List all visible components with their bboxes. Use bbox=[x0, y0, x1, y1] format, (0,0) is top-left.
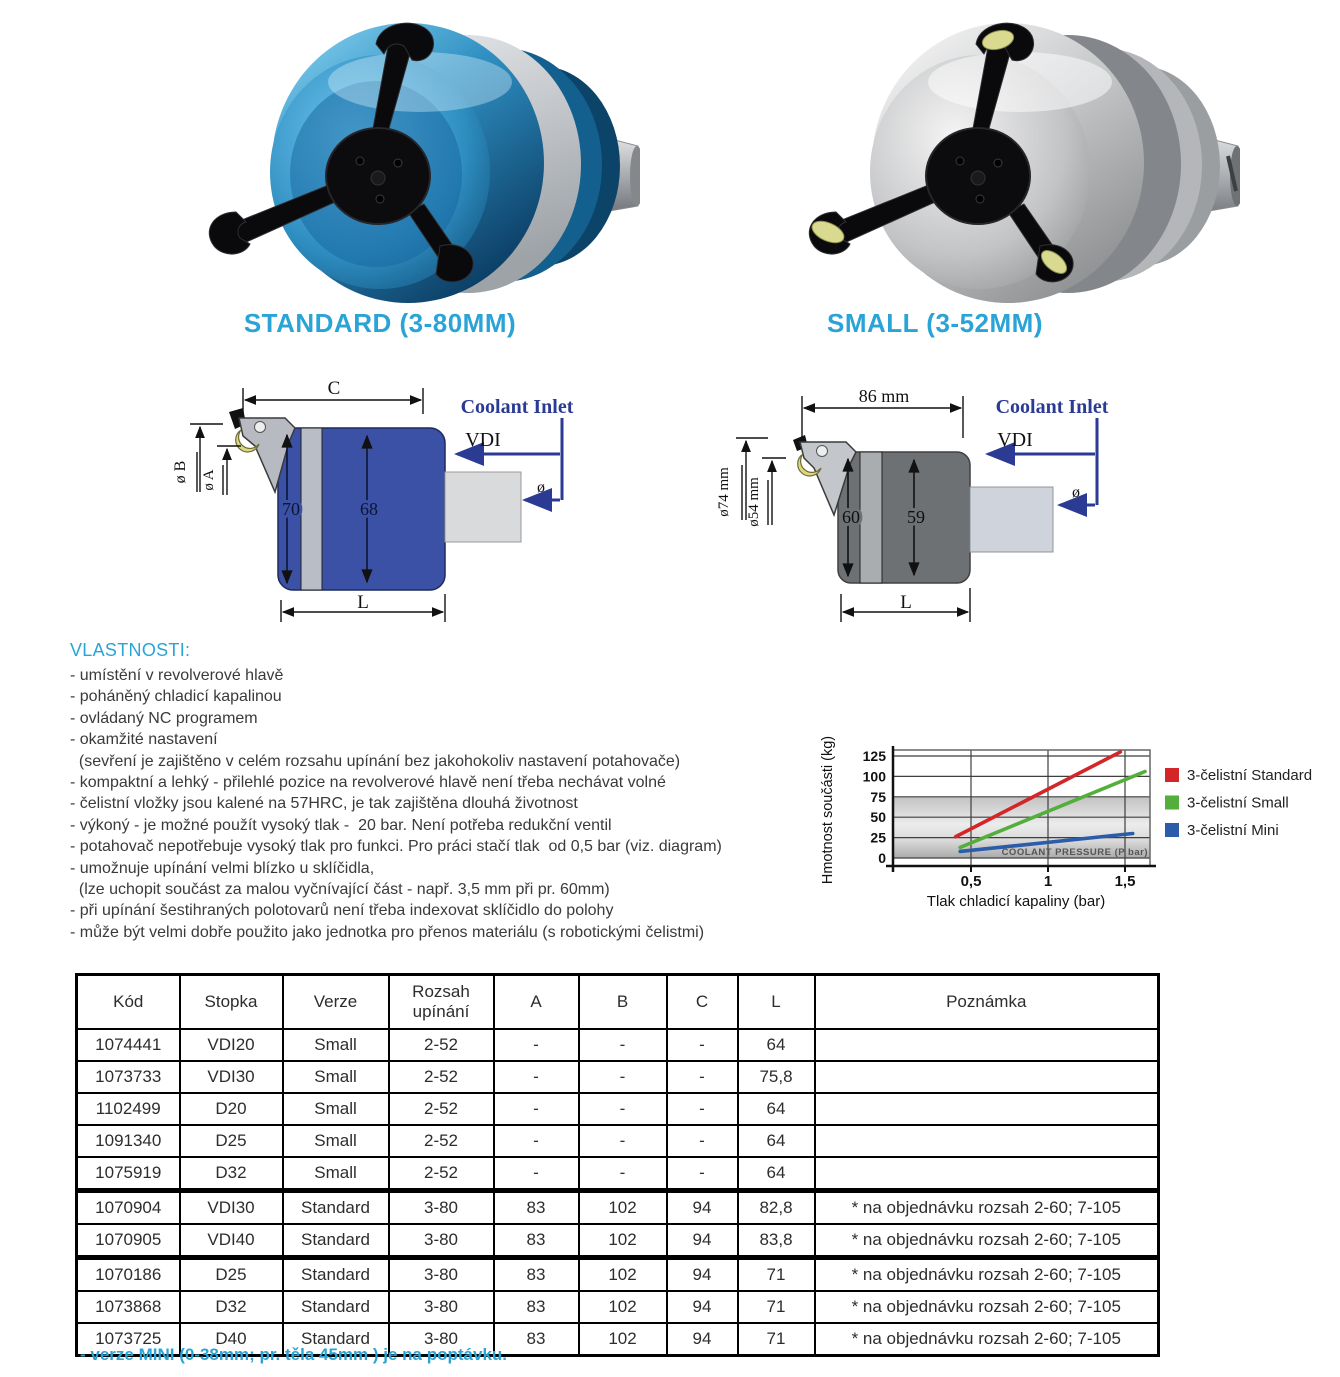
table-cell: Standard bbox=[283, 1323, 389, 1356]
table-cell bbox=[815, 1125, 1159, 1157]
table-cell: * na objednávku rozsah 2-60; 7-105 bbox=[815, 1224, 1159, 1258]
table-cell: * na objednávku rozsah 2-60; 7-105 bbox=[815, 1258, 1159, 1292]
jaw-hub bbox=[326, 128, 430, 224]
table-cell: 1074441 bbox=[77, 1029, 180, 1061]
table-cell: 1073733 bbox=[77, 1061, 180, 1093]
table-cell: D40 bbox=[180, 1323, 283, 1356]
table-cell: 102 bbox=[579, 1258, 667, 1292]
dia-74-label: ø74 mm bbox=[716, 467, 732, 517]
table-cell: * na objednávku rozsah 2-60; 7-105 bbox=[815, 1291, 1159, 1323]
table-header-cell: L bbox=[738, 975, 815, 1030]
table-cell: 1075919 bbox=[77, 1157, 180, 1191]
spec-table-body bbox=[77, 1029, 1159, 1356]
feature-line: - umístění v revolverové hlavě bbox=[70, 667, 284, 684]
table-header-cell: Verze bbox=[283, 975, 389, 1030]
shank bbox=[970, 487, 1053, 552]
table-cell: - bbox=[494, 1125, 579, 1157]
dim-86-label: 86 mm bbox=[858, 386, 910, 406]
table-cell: 2-52 bbox=[389, 1157, 494, 1191]
table-cell: - bbox=[667, 1029, 738, 1061]
chart-inner-label: COOLANT PRESSURE (P bar) bbox=[1001, 847, 1148, 858]
feature-line: - při upínání šestihraných polotovarů není třeba indexovat sklíčidlo do polohy bbox=[70, 902, 614, 920]
table-cell: - bbox=[579, 1029, 667, 1061]
legend-swatch bbox=[1165, 823, 1179, 837]
table-cell: 94 bbox=[667, 1258, 738, 1292]
table-cell: 2-52 bbox=[389, 1061, 494, 1093]
table-cell: 102 bbox=[579, 1323, 667, 1356]
table-cell: - bbox=[667, 1061, 738, 1093]
table-header-cell: Kód bbox=[77, 975, 180, 1030]
table-row bbox=[77, 1061, 1159, 1093]
table-cell: VDI30 bbox=[180, 1061, 283, 1093]
legend-label: 3-čelistní Mini bbox=[1187, 822, 1279, 839]
table-cell: 3-80 bbox=[389, 1323, 494, 1356]
table-cell: - bbox=[579, 1093, 667, 1125]
vdi-label: VDI bbox=[465, 429, 501, 451]
dia-label: ø bbox=[537, 479, 545, 496]
table-cell: 94 bbox=[667, 1191, 738, 1225]
table-cell: 71 bbox=[738, 1258, 815, 1292]
table-cell: 1070186 bbox=[77, 1258, 180, 1292]
table-cell: 83 bbox=[494, 1323, 579, 1356]
table-row bbox=[77, 1224, 1159, 1258]
legend-swatch bbox=[1165, 768, 1179, 782]
table-cell: - bbox=[579, 1061, 667, 1093]
table-cell: * na objednávku rozsah 2-60; 7-105 bbox=[815, 1191, 1159, 1225]
table-cell: 94 bbox=[667, 1291, 738, 1323]
y-tick-label: 25 bbox=[870, 829, 886, 846]
chart-y-axis-label: Hmotnost součásti (kg) bbox=[820, 735, 836, 885]
table-cell: 71 bbox=[738, 1291, 815, 1323]
pressure-chart bbox=[818, 722, 1340, 922]
table-row bbox=[77, 1191, 1159, 1225]
chart-x-axis-label: Tlak chladicí kapaliny (bar) bbox=[926, 893, 1106, 910]
table-cell: 102 bbox=[579, 1224, 667, 1258]
table-cell: 102 bbox=[579, 1291, 667, 1323]
table-cell: 1102499 bbox=[77, 1093, 180, 1125]
table-cell: 64 bbox=[738, 1125, 815, 1157]
diagram-standard bbox=[165, 380, 625, 630]
footer-note: - verze MINI (0-38mm; pr. těla 45mm ) je na poptávku. bbox=[80, 1345, 508, 1364]
shank bbox=[445, 472, 521, 542]
table-cell: - bbox=[579, 1157, 667, 1191]
legend-swatch bbox=[1165, 796, 1179, 810]
table-cell: 94 bbox=[667, 1323, 738, 1356]
table-header-cell: Stopka bbox=[180, 975, 283, 1030]
feature-line: - potahovač nepotřebuje vysoký tlak pro funkci. Pro práci stačí tlak od 0,5 bar (viz. diagram) bbox=[70, 838, 722, 856]
table-cell: D32 bbox=[180, 1157, 283, 1191]
dia-54-label: ø54 mm bbox=[746, 477, 762, 527]
table-cell: 71 bbox=[738, 1323, 815, 1356]
y-tick-label: 0 bbox=[878, 850, 886, 866]
table-cell: Standard bbox=[283, 1191, 389, 1225]
table-cell: 83 bbox=[494, 1224, 579, 1258]
x-tick-label: 0,5 bbox=[960, 873, 982, 890]
table-cell: D25 bbox=[180, 1258, 283, 1292]
table-cell: VDI30 bbox=[180, 1191, 283, 1225]
table-cell: 1073868 bbox=[77, 1291, 180, 1323]
table-row bbox=[77, 1029, 1159, 1061]
table-cell: - bbox=[494, 1157, 579, 1191]
y-tick-label: 125 bbox=[862, 748, 886, 764]
table-cell: 64 bbox=[738, 1157, 815, 1191]
feature-line: - výkoný - je možné použít vysoký tlak - 20 bar. Není potřeba redukční ventil bbox=[70, 816, 612, 834]
features-list bbox=[70, 665, 870, 943]
feature-line: - kompaktní a lehký - přilehlé pozice na revolverové hlavě není třeba nechávat volné bbox=[70, 774, 666, 792]
feature-line: - ovládaný NC programem bbox=[70, 709, 258, 727]
feature-line: - umožnuje upínání velmi blízko u sklíčidla, bbox=[70, 859, 375, 877]
table-cell: - bbox=[494, 1093, 579, 1125]
table-cell bbox=[815, 1061, 1159, 1093]
chart-legend bbox=[1165, 767, 1312, 839]
table-header-row bbox=[77, 975, 1159, 1030]
table-row bbox=[77, 1157, 1159, 1191]
dim-70-label: 70 bbox=[282, 499, 300, 519]
coolant-inlet-label: Coolant Inlet bbox=[460, 396, 574, 418]
table-cell: 82,8 bbox=[738, 1191, 815, 1225]
table-cell: Small bbox=[283, 1093, 389, 1125]
diagram-small bbox=[700, 380, 1160, 630]
y-tick-label: 50 bbox=[870, 809, 886, 826]
feature-line: - poháněný chladicí kapalinou bbox=[70, 688, 282, 706]
dim-l-label: L bbox=[357, 592, 369, 613]
table-row bbox=[77, 1291, 1159, 1323]
table-cell: Small bbox=[283, 1029, 389, 1061]
dia-a-label: ø A bbox=[201, 469, 217, 491]
table-cell: Small bbox=[283, 1061, 389, 1093]
legend-label: 3-čelistní Standard bbox=[1187, 767, 1313, 784]
product-photo-small bbox=[740, 6, 1240, 304]
feature-line: - může být velmi dobře použito jako jednotka pro přenos materiálu (s robotickými čelistmi) bbox=[70, 923, 705, 941]
body-stripe bbox=[301, 428, 322, 590]
dim-l-label: L bbox=[900, 592, 912, 613]
x-tick-label: 1 bbox=[1043, 873, 1053, 890]
table-cell: VDI40 bbox=[180, 1224, 283, 1258]
table-cell: 83,8 bbox=[738, 1224, 815, 1258]
table-row bbox=[77, 1093, 1159, 1125]
table-cell: 94 bbox=[667, 1224, 738, 1258]
table-header-cell: Poznámka bbox=[815, 975, 1159, 1030]
table-row bbox=[77, 1258, 1159, 1292]
table-cell: 1073725 bbox=[77, 1323, 180, 1356]
table-cell: 64 bbox=[738, 1029, 815, 1061]
table-cell: 64 bbox=[738, 1093, 815, 1125]
small-chuck-illustration bbox=[740, 6, 1240, 304]
table-cell: 3-80 bbox=[389, 1191, 494, 1225]
table-cell: 102 bbox=[579, 1191, 667, 1225]
table-cell: - bbox=[494, 1061, 579, 1093]
table-header-cell: C bbox=[667, 975, 738, 1030]
table-cell: 2-52 bbox=[389, 1125, 494, 1157]
table-header-cell: A bbox=[494, 975, 579, 1030]
feature-line: (lze uchopit součást za malou vyčnívající část - např. 3,5 mm při pr. 60mm) bbox=[70, 881, 610, 899]
table-cell: 83 bbox=[494, 1258, 579, 1292]
coolant-inlet-label: Coolant Inlet bbox=[995, 396, 1109, 418]
table-cell: 83 bbox=[494, 1191, 579, 1225]
legend-label: 3-čelistní Small bbox=[1187, 794, 1289, 812]
dim-c-label: C bbox=[327, 380, 341, 399]
table-cell: * na objednávku rozsah 2-60; 7-105 bbox=[815, 1323, 1159, 1356]
chart-y-tick-labels bbox=[863, 748, 887, 866]
feature-line: - okamžité nastavení bbox=[70, 731, 218, 749]
dia-label: ø bbox=[1072, 484, 1080, 501]
table-cell: - bbox=[667, 1157, 738, 1191]
dim-59-label: 59 bbox=[907, 507, 925, 527]
product-photo-standard bbox=[140, 6, 640, 304]
table-cell: 3-80 bbox=[389, 1258, 494, 1292]
feature-line: - čelistní vložky jsou kalené na 57HRC, je tak zajištěna dlouhá životnost bbox=[70, 795, 578, 813]
table-cell: 2-52 bbox=[389, 1093, 494, 1125]
table-header-cell: Rozsah upínání bbox=[389, 975, 494, 1030]
table-cell: 2-52 bbox=[389, 1029, 494, 1061]
x-tick-label: 1,5 bbox=[1114, 873, 1136, 890]
table-cell: 1070904 bbox=[77, 1191, 180, 1225]
table-cell: Standard bbox=[283, 1291, 389, 1323]
spec-table bbox=[75, 973, 1160, 1357]
table-row bbox=[77, 1125, 1159, 1157]
dim-60-label: 60 bbox=[842, 507, 860, 527]
table-cell: Standard bbox=[283, 1258, 389, 1292]
table-cell: - bbox=[667, 1125, 738, 1157]
table-cell: D25 bbox=[180, 1125, 283, 1157]
table-cell bbox=[815, 1093, 1159, 1125]
table-cell: D20 bbox=[180, 1093, 283, 1125]
table-cell bbox=[815, 1029, 1159, 1061]
table-cell: 83 bbox=[494, 1291, 579, 1323]
table-cell: 3-80 bbox=[389, 1224, 494, 1258]
table-cell: VDI20 bbox=[180, 1029, 283, 1061]
features-heading: VLASTNOSTI: bbox=[70, 640, 191, 660]
caption-small: SMALL (3-52MM) bbox=[827, 308, 1043, 338]
table-cell: Small bbox=[283, 1125, 389, 1157]
standard-chuck-illustration bbox=[140, 6, 640, 304]
y-tick-label: 75 bbox=[870, 788, 886, 805]
y-tick-label: 100 bbox=[862, 768, 886, 785]
dia-b-label: ø B bbox=[172, 460, 189, 484]
vdi-label: VDI bbox=[997, 429, 1033, 451]
table-cell: - bbox=[579, 1125, 667, 1157]
table-cell: - bbox=[667, 1093, 738, 1125]
table-cell: 75,8 bbox=[738, 1061, 815, 1093]
table-cell: Small bbox=[283, 1157, 389, 1191]
jaw-hub bbox=[926, 128, 1030, 224]
chart-x-tick-labels bbox=[961, 866, 1136, 890]
dim-68-label: 68 bbox=[360, 499, 378, 519]
table-cell: 1070905 bbox=[77, 1224, 180, 1258]
table-cell: 1091340 bbox=[77, 1125, 180, 1157]
caption-standard: STANDARD (3-80MM) bbox=[243, 308, 517, 338]
table-cell bbox=[815, 1157, 1159, 1191]
body-stripe bbox=[860, 452, 882, 583]
table-cell: 3-80 bbox=[389, 1291, 494, 1323]
feature-line: (sevření je zajištěno v celém rozsahu upínání bez jakohokoliv nastavení potahovače) bbox=[70, 752, 681, 770]
table-cell: Standard bbox=[283, 1224, 389, 1258]
table-cell: - bbox=[494, 1029, 579, 1061]
table-header-cell: B bbox=[579, 975, 667, 1030]
table-cell: D32 bbox=[180, 1291, 283, 1323]
